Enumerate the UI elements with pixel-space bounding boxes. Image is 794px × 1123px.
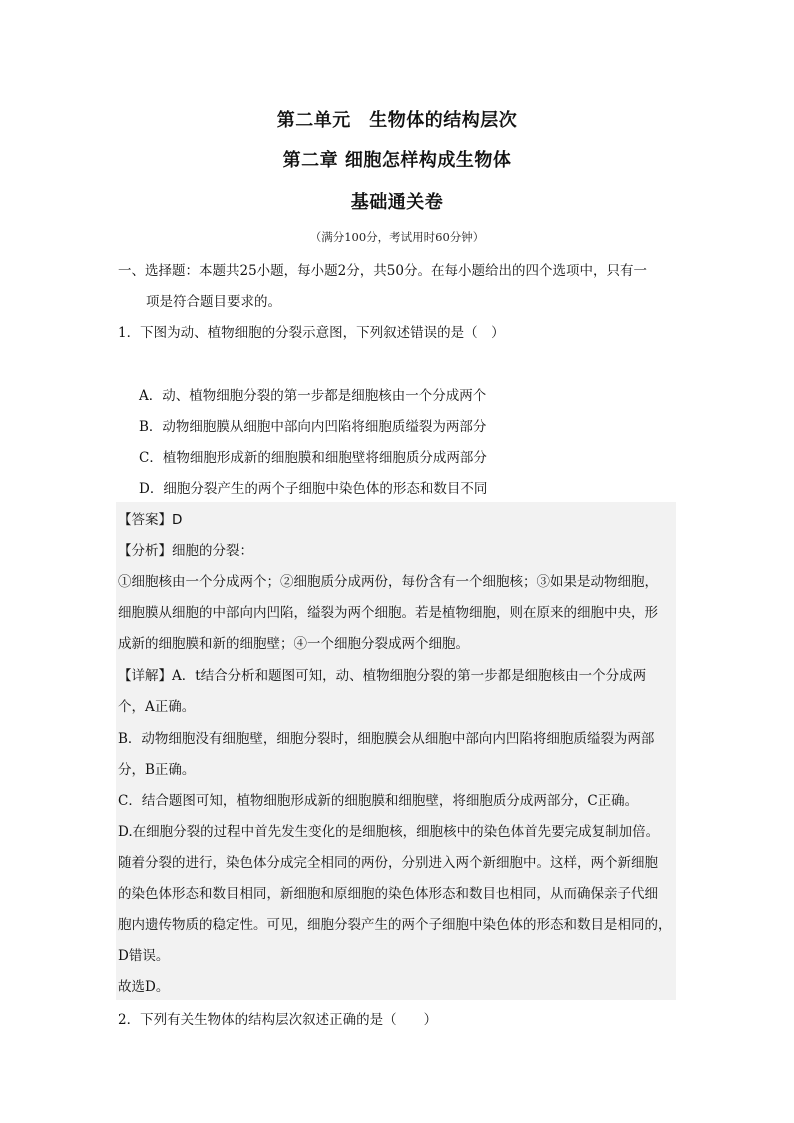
analysis-heading: 【分析】细胞的分裂： [118,543,253,559]
detail-line-10: D错误。 [118,948,170,964]
analysis-line-2: 细胞膜从细胞的中部向内凹陷，缢裂为两个细胞。若是植物细胞，则在原来的细胞中央，形 [118,605,658,621]
analysis-line-3: 成新的细胞膜和新的细胞壁；④一个细胞分裂成两个细胞。 [118,636,469,652]
question-1-option-c: C．植物细胞形成新的细胞膜和细胞壁将细胞质分成两部分 [139,450,487,466]
detail-line-2: 个，A正确。 [118,699,196,715]
chapter-title: 第二章 细胞怎样构成生物体 [282,150,512,171]
question-1-stem: 1．下图为动、植物细胞的分裂示意图，下列叙述错误的是（ ） [118,325,505,341]
analysis-line-1: ①细胞核由一个分成两个；②细胞质分成两份，每份含有一个细胞核；③如果是动物细胞， [118,574,658,590]
question-1-option-d: D．细胞分裂产生的两个子细胞中染色体的形态和数目不同 [139,481,488,497]
unit-title: 第二单元 生物体的结构层次 [276,110,518,131]
detail-line-3: B．动物细胞没有细胞壁，细胞分裂时，细胞膜会从细胞中部向内凹陷将细胞质缢裂为两部 [118,731,655,747]
detail-line-11: 故选D。 [118,979,170,995]
score-note: （满分100分，考试用时60分钟） [309,230,485,244]
section-instruction-line-1: 一、选择题：本题共25小题，每小题2分，共50分。在每小题给出的四个选项中，只有一 [118,263,647,279]
question-1-option-a: A．动、植物细胞分裂的第一步都是细胞核由一个分成两个 [139,388,487,404]
detail-line-7: 随着分裂的进行，染色体分成完全相同的两份，分别进入两个新细胞中。这样，两个新细胞 [118,855,658,871]
question-2-stem: 2．下列有关生物体的结构层次叙述正确的是（ ） [118,1012,438,1028]
question-1-option-b: B．动物细胞膜从细胞中部向内凹陷将细胞质缢裂为两部分 [139,419,487,435]
detail-line-6: D.在细胞分裂的过程中首先发生变化的是细胞核，细胞核中的染色体首先要完成复制加倍。 [118,824,660,840]
section-instruction-line-2: 项是符合题目要求的。 [146,294,281,310]
detail-line-8: 的染色体形态和数目相同，新细胞和原细胞的染色体形态和数目也相同，从而确保亲子代细 [118,886,658,902]
detail-line-4: 分，B正确。 [118,762,196,778]
detail-line-5: C．结合题图可知，植物细胞形成新的细胞膜和细胞壁，将细胞质分成两部分，C正确。 [118,793,639,809]
answer-label: 【答案】D [118,512,183,528]
detail-line-1: 【详解】A．t结合分析和题图可知，动、植物细胞分裂的第一步都是细胞核由一个分成两 [118,668,647,684]
detail-line-9: 胞内遗传物质的稳定性。可见，细胞分裂产生的两个子细胞中染色体的形态和数目是相同的， [118,917,672,933]
paper-title: 基础通关卷 [350,192,444,213]
